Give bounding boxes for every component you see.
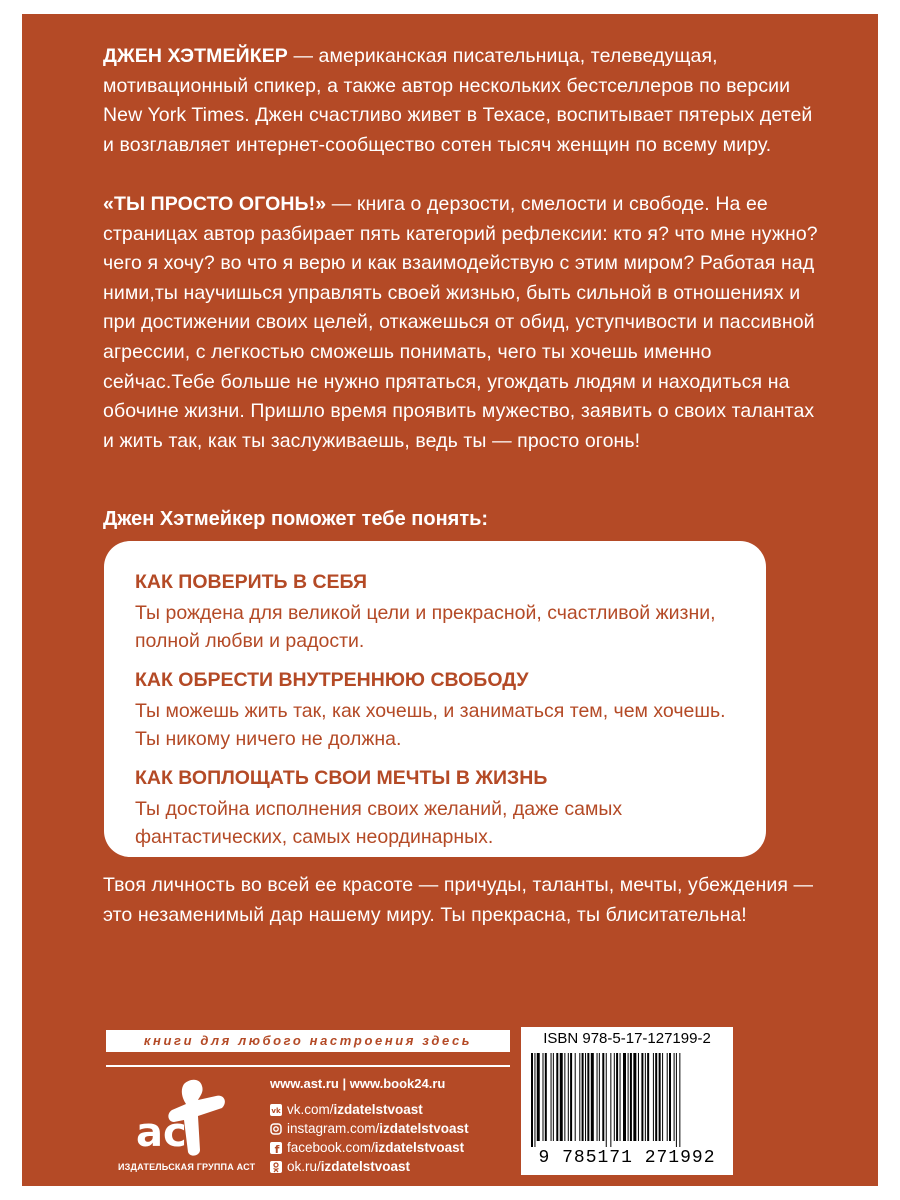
author-bio [103, 42, 823, 160]
author-bio-text: — американская писательница, телеведущая, мотивационный спикер, а также автор нескольких бестселлеров по версии New York Times. Джен счастливо живет в Техасе, воспитывает пятерых детей и возглавляет интернет-сообщество сотен тысяч женщин по всему миру. [103, 45, 813, 156]
barcode-bar [638, 1053, 639, 1141]
barcode-bar [551, 1053, 552, 1141]
barcode-bar [537, 1053, 540, 1141]
isbn-number: ISBN 978-5-17-127199-2 [543, 1030, 711, 1047]
barcode-bar [653, 1053, 654, 1141]
barcode-bar [647, 1053, 649, 1141]
barcode-bar [570, 1053, 572, 1141]
tagline-bar: книги для любого настроения здесь [106, 1030, 510, 1052]
barcode-bar [575, 1053, 576, 1141]
barcode-bar [620, 1053, 621, 1141]
ast-logo-icon [132, 1076, 232, 1160]
barcode-bar [582, 1053, 584, 1141]
benefit-heading: КАК ВОПЛОЩАТЬ СВОИ МЕЧТЫ В ЖИЗНЬ [135, 767, 548, 789]
svg-text:f: f [274, 1142, 280, 1154]
publisher-name: ИЗДАТЕЛЬСКАЯ ГРУППА АСТ [118, 1162, 256, 1172]
barcode-digits: 9 785171 271992 [538, 1148, 716, 1168]
instagram-icon [270, 1123, 282, 1135]
isbn-block [521, 1027, 733, 1175]
website-links[interactable]: www.ast.ru | www.book24.ru [270, 1076, 446, 1091]
closing-text: Твоя личность во всей ее красоте — причуды, таланты, мечты, убеждения — это незаменимый дар нашему миру. Ты прекрасна, ты блиситательна! [103, 874, 814, 926]
barcode-bar [667, 1053, 668, 1141]
barcode-bar [556, 1053, 558, 1141]
barcode-bar [585, 1053, 586, 1141]
benefits-card [104, 541, 766, 857]
barcode-bar [659, 1053, 661, 1141]
benefit-item [135, 569, 745, 655]
vk-icon [270, 1104, 282, 1116]
barcode-bar [614, 1053, 615, 1141]
barcode-bar [587, 1053, 589, 1141]
benefit-heading: КАК ОБРЕСТИ ВНУТРЕННЮЮ СВОБОДУ [135, 669, 529, 691]
barcode-bar [655, 1053, 657, 1141]
barcode-bar [610, 1053, 611, 1147]
barcode-bar [606, 1053, 607, 1147]
book-description-text: — книга о дерзости, смелости и свободе. На ее страницах автор разбирает пять категорий рефлексии: кто я? что мне нужно? чего я хочу? во что я верю и как взаимодействую с этим миром? Работая над ними,ты научишься управлять своей жизнью, быть сильной в отношениях и при достижении своих целей, откажешься от обид, уступчивости и пассивной агрессии, с легкостью сможешь понимать, чего ты хочешь именно сейчас.Тебе больше не нужно прятаться, угождать людям и находиться на обочине жизни. Пришло время проявить мужество, заявить о своих талантах и жить так, как ты заслуживаешь, ведь ты — просто огонь! [103, 193, 818, 452]
book-description [103, 190, 823, 456]
barcode-bar [676, 1053, 677, 1147]
barcode-bar [623, 1053, 626, 1141]
barcode-bar [599, 1053, 600, 1141]
barcode-bar [564, 1053, 565, 1141]
barcode-bar [560, 1053, 563, 1141]
barcode-bar [630, 1053, 632, 1141]
barcode-bar [545, 1053, 547, 1141]
odnoklassniki-icon [270, 1161, 282, 1173]
barcode-bar [568, 1053, 569, 1141]
publisher-logo [118, 1076, 256, 1176]
barcode-bar [579, 1053, 580, 1141]
facebook-icon [270, 1142, 282, 1154]
social-link-vk[interactable]: vk vk.com/ izdatelstvoast [271, 1102, 423, 1117]
benefit-item [135, 667, 745, 753]
barcode-bar [628, 1053, 629, 1141]
benefit-item [135, 765, 745, 851]
back-cover [22, 14, 878, 1186]
barcode-bar [531, 1053, 533, 1147]
barcode-bar [543, 1053, 544, 1141]
benefit-text: Ты можешь жить так, как хочешь, и заниматься тем, чем хочешь. Ты никому ничего не должна. [135, 700, 726, 750]
social-link-ok[interactable]: ok.ru/ izdatelstvoast [270, 1157, 469, 1176]
social-links [270, 1100, 469, 1176]
barcode-bar [597, 1053, 598, 1141]
benefit-heading: КАК ПОВЕРИТЬ В СЕБЯ [135, 571, 368, 593]
author-name: ДЖЕН ХЭТМЕЙКЕР [103, 45, 288, 67]
barcode [529, 1053, 725, 1147]
social-link-instagram[interactable]: instagram.com/ izdatelstvoast [270, 1119, 469, 1138]
barcode-bar [602, 1053, 604, 1141]
barcode-bar [662, 1053, 663, 1141]
barcode-bar [669, 1053, 671, 1141]
barcode-bar [645, 1053, 646, 1141]
barcode-bar [674, 1053, 675, 1141]
barcode-bar [616, 1053, 618, 1141]
barcode-bar [633, 1053, 636, 1141]
barcode-bar [641, 1053, 643, 1141]
social-link-facebook[interactable]: f facebook.com/ izdatelstvoast [270, 1138, 469, 1157]
lead-heading: Джен Хэтмейкер поможет тебе понять: [103, 508, 489, 530]
footer-divider [106, 1065, 510, 1067]
logo-letters: ас [136, 1110, 187, 1156]
benefit-text: Ты достойна исполнения своих желаний, даже самых фантастических, самых неординарных. [135, 798, 623, 848]
barcode-bar [553, 1053, 554, 1141]
book-title: «ТЫ ПРОСТО ОГОНЬ!» [103, 193, 327, 215]
barcode-bar [679, 1053, 680, 1147]
benefit-text: Ты рождена для великой цели и прекрасной, счастливой жизни, полной любви и радости. [135, 602, 716, 652]
barcode-bar [591, 1053, 594, 1141]
barcode-bar [534, 1053, 535, 1147]
svg-text:vk: vk [271, 1106, 281, 1115]
